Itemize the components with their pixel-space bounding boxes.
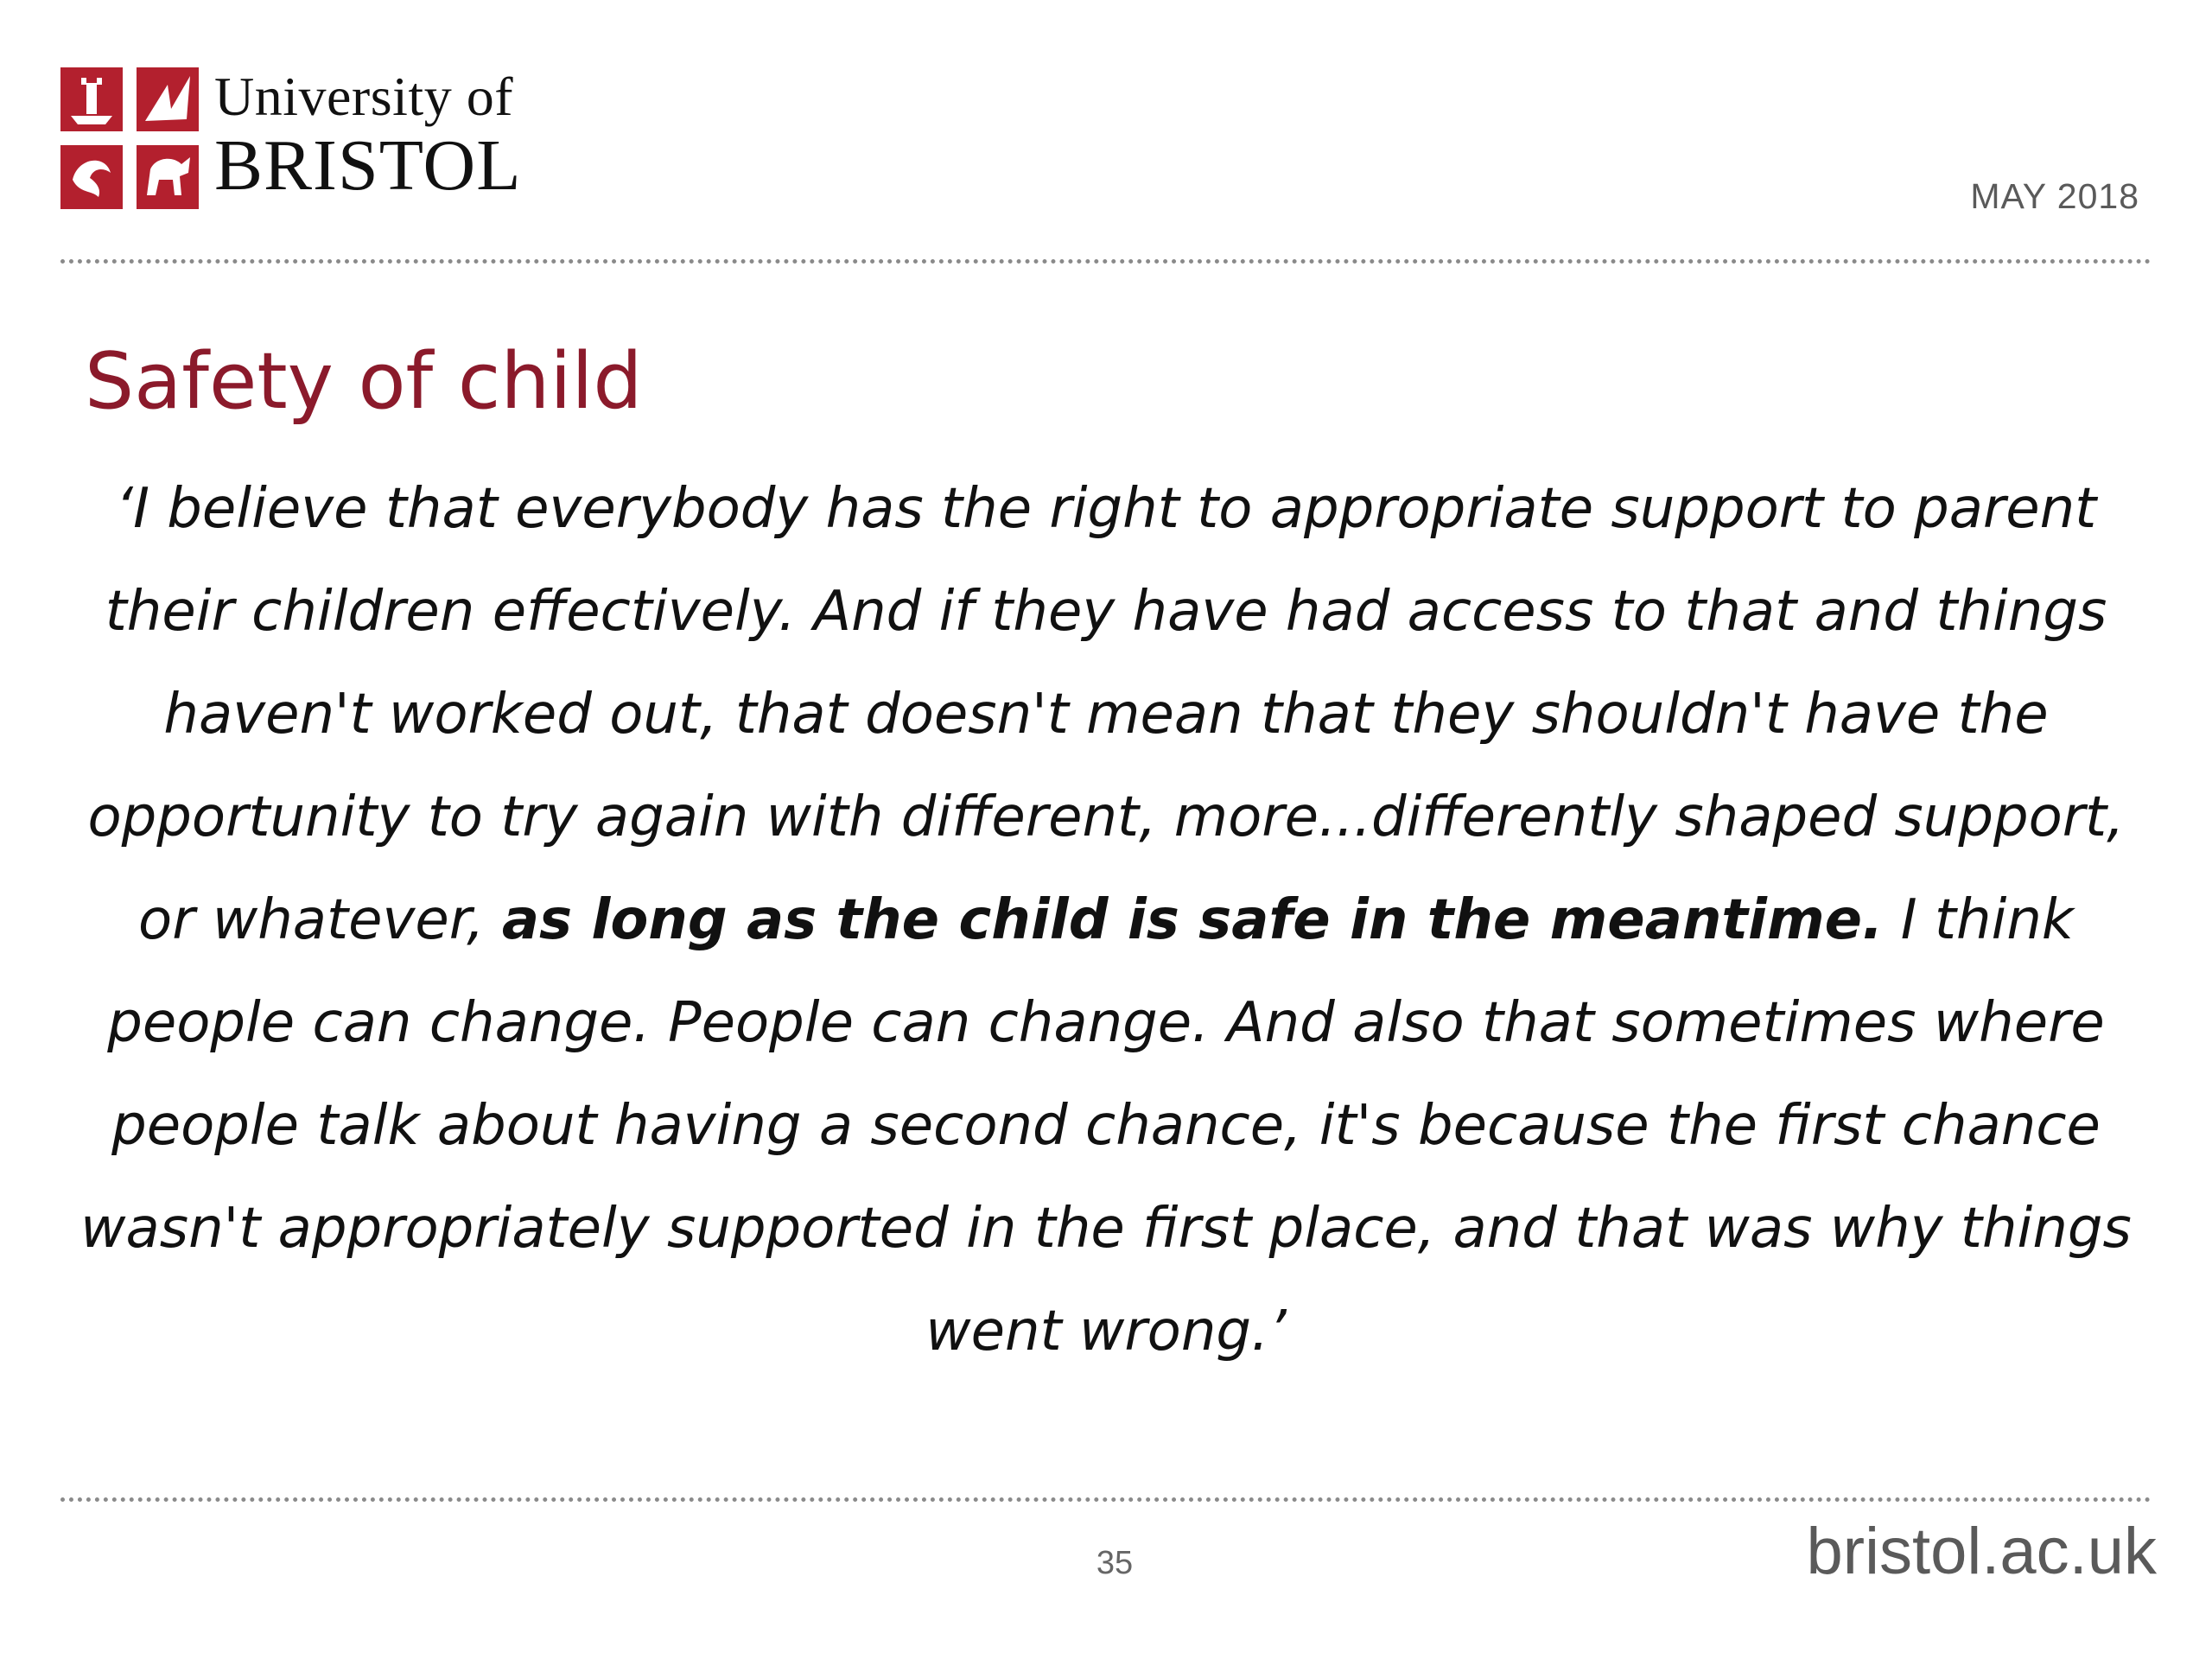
logo-line-university-of: University of [214, 66, 513, 127]
slide-title: Safety of child [85, 336, 643, 427]
quote-text [78, 458, 2134, 1383]
page-number: 35 [1096, 1545, 1134, 1581]
logo-wordmark [214, 66, 522, 206]
quote-emphasis: as long as the child is safe in the meantime. [501, 888, 1884, 952]
top-divider [60, 259, 2152, 264]
slide-header [0, 0, 2212, 268]
crest-icon [60, 67, 199, 209]
quote-part-1: ‘I believe that everybody has the right to appropriate support to parent their children effectively. And if they have had access to that and things haven't worked out, that doesn't mean that they shouldn't have the opportunity to try again with different, more...differently shaped support, or whatever, [87, 477, 2125, 952]
quote-part-2: I think people can change. People can change. And also that sometimes where people talk about having a second chance, it's because the first chance wasn't appropriately supported in the first place, and that was why things went wrong.’ [80, 888, 2132, 1363]
logo-line-bristol: BRISTOL [214, 125, 522, 206]
slide-date: MAY 2018 [1970, 176, 2139, 216]
website-url: bristol.ac.uk [1806, 1515, 2157, 1588]
university-logo [60, 60, 544, 216]
bottom-divider [60, 1497, 2152, 1502]
